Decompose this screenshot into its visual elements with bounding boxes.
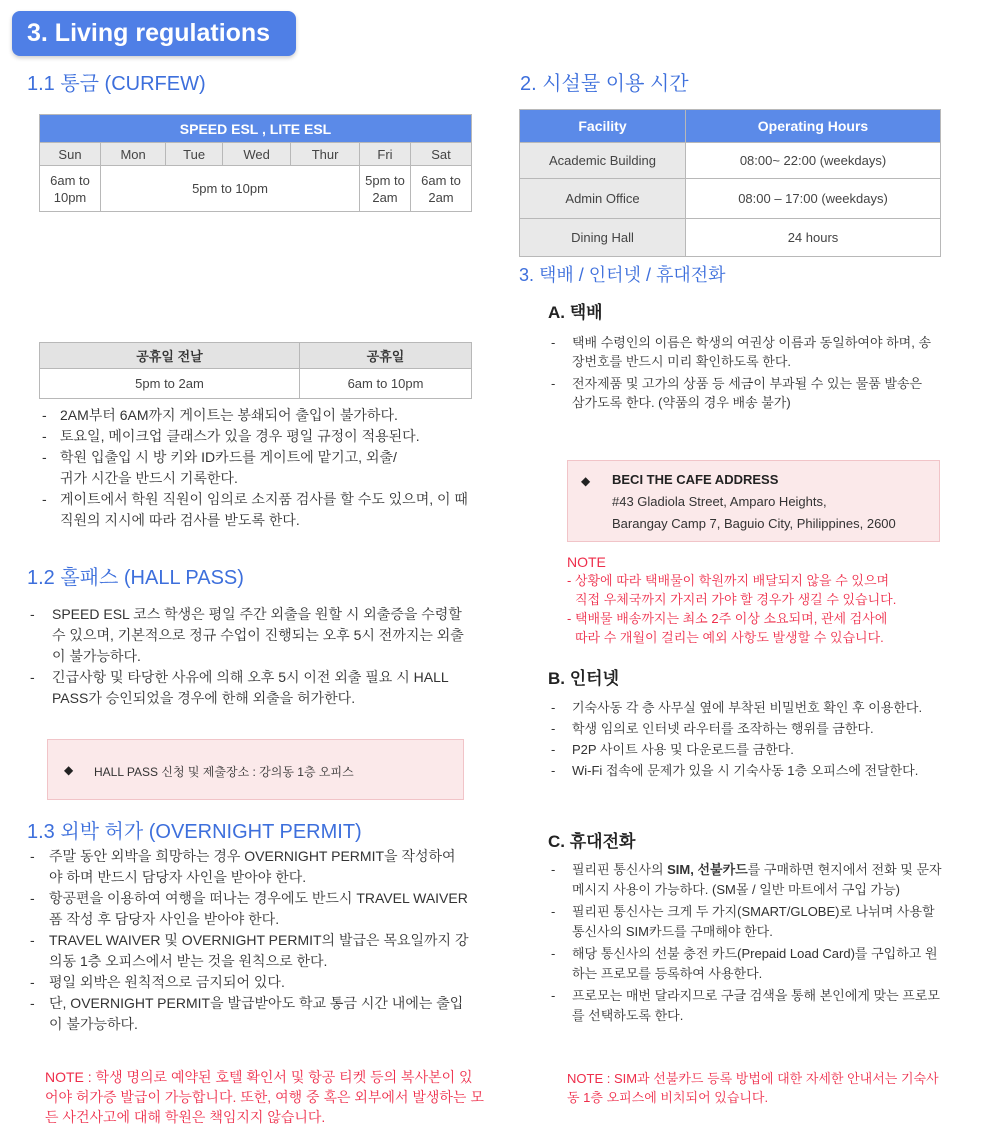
overnight-note: NOTE : 학생 명의로 예약된 호텔 확인서 및 항공 티켓 등의 복사본이 있어야 허가증 발급이 가능합니다. 또한, 여행 중 혹은 외부에서 발생하는 모든 사건사고에 대해 학원은 책임지지 않습니다. [45, 1069, 484, 1125]
list-item: - Wi-Fi 접속에 문제가 있을 시 기숙사동 1층 오피스에 전달한다. [548, 760, 948, 781]
note-line: - 상황에 따라 택배물이 학원까지 배달되지 않을 수 있으며 [567, 573, 890, 588]
list-item: - 학원 입출입 시 방 키와 ID카드를 게이트에 맡기고, 외출/귀가 시간을 반드시 기록한다. [39, 447, 479, 489]
parcel-note [567, 571, 947, 647]
note-line: 따라 수 개월이 걸리는 예외 사항도 발생할 수 있습니다. [575, 630, 884, 645]
day-header: Fri [360, 143, 411, 166]
internet-title: B. 인터넷 [548, 669, 619, 688]
list-item: - 전자제품 및 고가의 상품 등 세금이 부과될 수 있는 물품 발송은 삼가도록 한다. (약품의 경우 배송 불가) [548, 374, 933, 412]
list-item: - 항공편을 이용하여 여행을 떠나는 경우에도 반드시 TRAVEL WAIVER 폼 작성 후 담당자 사인을 받아야 한다. [27, 888, 469, 930]
facilities-heading: 2. 시설물 이용 시간 [520, 73, 689, 95]
day-header: Sun [40, 143, 101, 166]
parcel-note-label: NOTE [567, 554, 606, 570]
phone-rules [548, 860, 948, 1026]
hall-pass-location: HALL PASS 신청 및 제출장소 : 강의동 1층 오피스 [94, 765, 354, 779]
parcel-rules [548, 333, 933, 412]
list-item: - TRAVEL WAIVER 및 OVERNIGHT PERMIT의 발급은 목요일까지 강의동 1층 오피스에서 받는 것을 원칙으로 한다. [27, 930, 469, 972]
address-line-2: Barangay Camp 7, Baguio City, Philippines, 2600 [612, 516, 896, 531]
sat-hours: 6am to 2am [411, 166, 472, 212]
phone-rule-text: 필리핀 통신사의 [572, 862, 668, 877]
curfew-heading: 1.1 통금 (CURFEW) [27, 73, 206, 95]
day-header: Wed [223, 143, 291, 166]
facility-name: Academic Building [520, 143, 686, 179]
hall-pass-heading: 1.2 홀패스 (HALL PASS) [27, 567, 244, 589]
phone-rule-bold: SIM, 선불카드 [667, 862, 748, 877]
facilities-table [519, 109, 941, 257]
fri-hours: 5pm to 2am [360, 166, 411, 212]
holiday-eve-header: 공휴일 전날 [40, 343, 300, 369]
day-header: Tue [166, 143, 223, 166]
list-item: - 2AM부터 6AM까지 게이트는 봉쇄되어 출입이 불가하다. [39, 405, 479, 426]
hall-pass-rules [27, 604, 467, 709]
parcel-title: A. 택배 [548, 303, 603, 322]
address-box [567, 460, 940, 542]
curfew-rules [39, 405, 479, 531]
list-item: - 프로모는 매번 달라지므로 구글 검색을 통해 본인에게 맞는 프로모를 선택하도록 한다. [548, 986, 948, 1026]
diamond-icon: ◆ [581, 474, 591, 488]
list-item: - 단, OVERNIGHT PERMIT을 발급받아도 학교 통금 시간 내에는 출입이 불가능하다. [27, 993, 469, 1035]
delivery-heading: 3. 택배 / 인터넷 / 휴대전화 [519, 265, 726, 285]
facility-hours: 08:00 – 17:00 (weekdays) [686, 179, 941, 219]
hall-pass-box [47, 739, 464, 800]
list-item: - 토요일, 메이크업 클래스가 있을 경우 평일 규정이 적용된다. [39, 426, 479, 447]
internet-rules [548, 697, 948, 781]
hours-col-header: Operating Hours [686, 110, 941, 143]
list-item: - 기숙사동 각 층 사무실 옆에 부착된 비밀번호 확인 후 이용한다. [548, 697, 948, 718]
holiday-value: 6am to 10pm [300, 369, 472, 399]
note-line: - 택배물 배송까지는 최소 2주 이상 소요되며, 관세 검사에 [567, 611, 888, 626]
day-header: Mon [101, 143, 166, 166]
facility-col-header: Facility [520, 110, 686, 143]
holiday-eve-value: 5pm to 2am [40, 369, 300, 399]
list-item: - 긴급사항 및 타당한 사유에 의해 오후 5시 이전 외출 필요 시 HALL PASS가 승인되었을 경우에 한해 외출을 허가한다. [27, 667, 467, 709]
note-line: 직접 우체국까지 가지러 가야 할 경우가 생길 수 있습니다. [575, 592, 897, 607]
sun-hours: 6am to 10pm [40, 166, 101, 212]
list-item: - 주말 동안 외박을 희망하는 경우 OVERNIGHT PERMIT을 작성하여야 하며 반드시 담당자 사인을 받아야 한다. [27, 846, 469, 888]
phone-rule-text: 를 구매하면 현지에서 전화 및 문자 메시지 사용이 가능하다. (SM몰 / 일반 마트에서 구입 가능) [572, 862, 942, 897]
list-item: - P2P 사이트 사용 및 다운로드를 금한다. [548, 739, 948, 760]
diamond-icon: ◆ [64, 763, 74, 777]
facility-hours: 24 hours [686, 219, 941, 257]
facility-hours: 08:00~ 22:00 (weekdays) [686, 143, 941, 179]
day-header: Sat [411, 143, 472, 166]
list-item: - 평일 외박은 원칙적으로 금지되어 있다. [27, 972, 469, 993]
section-title: 3. Living regulations [12, 11, 296, 56]
list-item: - 학생 임의로 인터넷 라우터를 조작하는 행위를 금한다. [548, 718, 948, 739]
day-header: Thur [291, 143, 360, 166]
facility-name: Admin Office [520, 179, 686, 219]
curfew-table [39, 114, 472, 212]
list-item: - 택배 수령인의 이름은 학생의 여권상 이름과 동일하여야 하며, 송장번호를 반드시 미리 확인하도록 한다. [548, 333, 933, 371]
holiday-table [39, 342, 472, 399]
overnight-heading: 1.3 외박 허가 (OVERNIGHT PERMIT) [27, 821, 362, 843]
phone-title: C. 휴대전화 [548, 832, 636, 851]
address-title: BECI THE CAFE ADDRESS [612, 472, 779, 487]
holiday-header: 공휴일 [300, 343, 472, 369]
list-item: - 게이트에서 학원 직원이 임의로 소지품 검사를 할 수도 있으며, 이 때 직원의 지시에 따라 검사를 받도록 한다. [39, 489, 479, 531]
phone-note: NOTE : SIM과 선불카드 등록 방법에 대한 자세한 안내서는 기숙사동 1층 오피스에 비치되어 있습니다. [567, 1071, 939, 1105]
list-item: - 필리핀 통신사는 크게 두 가지(SMART/GLOBE)로 나뉘며 사용할 통신사의 SIM카드를 구매해야 한다. [548, 902, 948, 942]
overnight-rules [27, 846, 469, 1035]
list-item: - SPEED ESL 코스 학생은 평일 주간 외출을 원할 시 외출증을 수령할 수 있으며, 기본적으로 정규 수업이 진행되는 오후 5시 전까지는 외출이 불가능하다. [27, 604, 467, 667]
facility-name: Dining Hall [520, 219, 686, 257]
curfew-table-title: SPEED ESL , LITE ESL [40, 115, 472, 143]
list-item: - 해당 통신사의 선불 충전 카드(Prepaid Load Card)를 구입하고 원하는 프로모를 등록하여 사용한다. [548, 944, 948, 984]
address-line-1: #43 Gladiola Street, Amparo Heights, [612, 494, 827, 509]
list-item [548, 860, 948, 900]
weekday-hours: 5pm to 10pm [101, 166, 360, 212]
